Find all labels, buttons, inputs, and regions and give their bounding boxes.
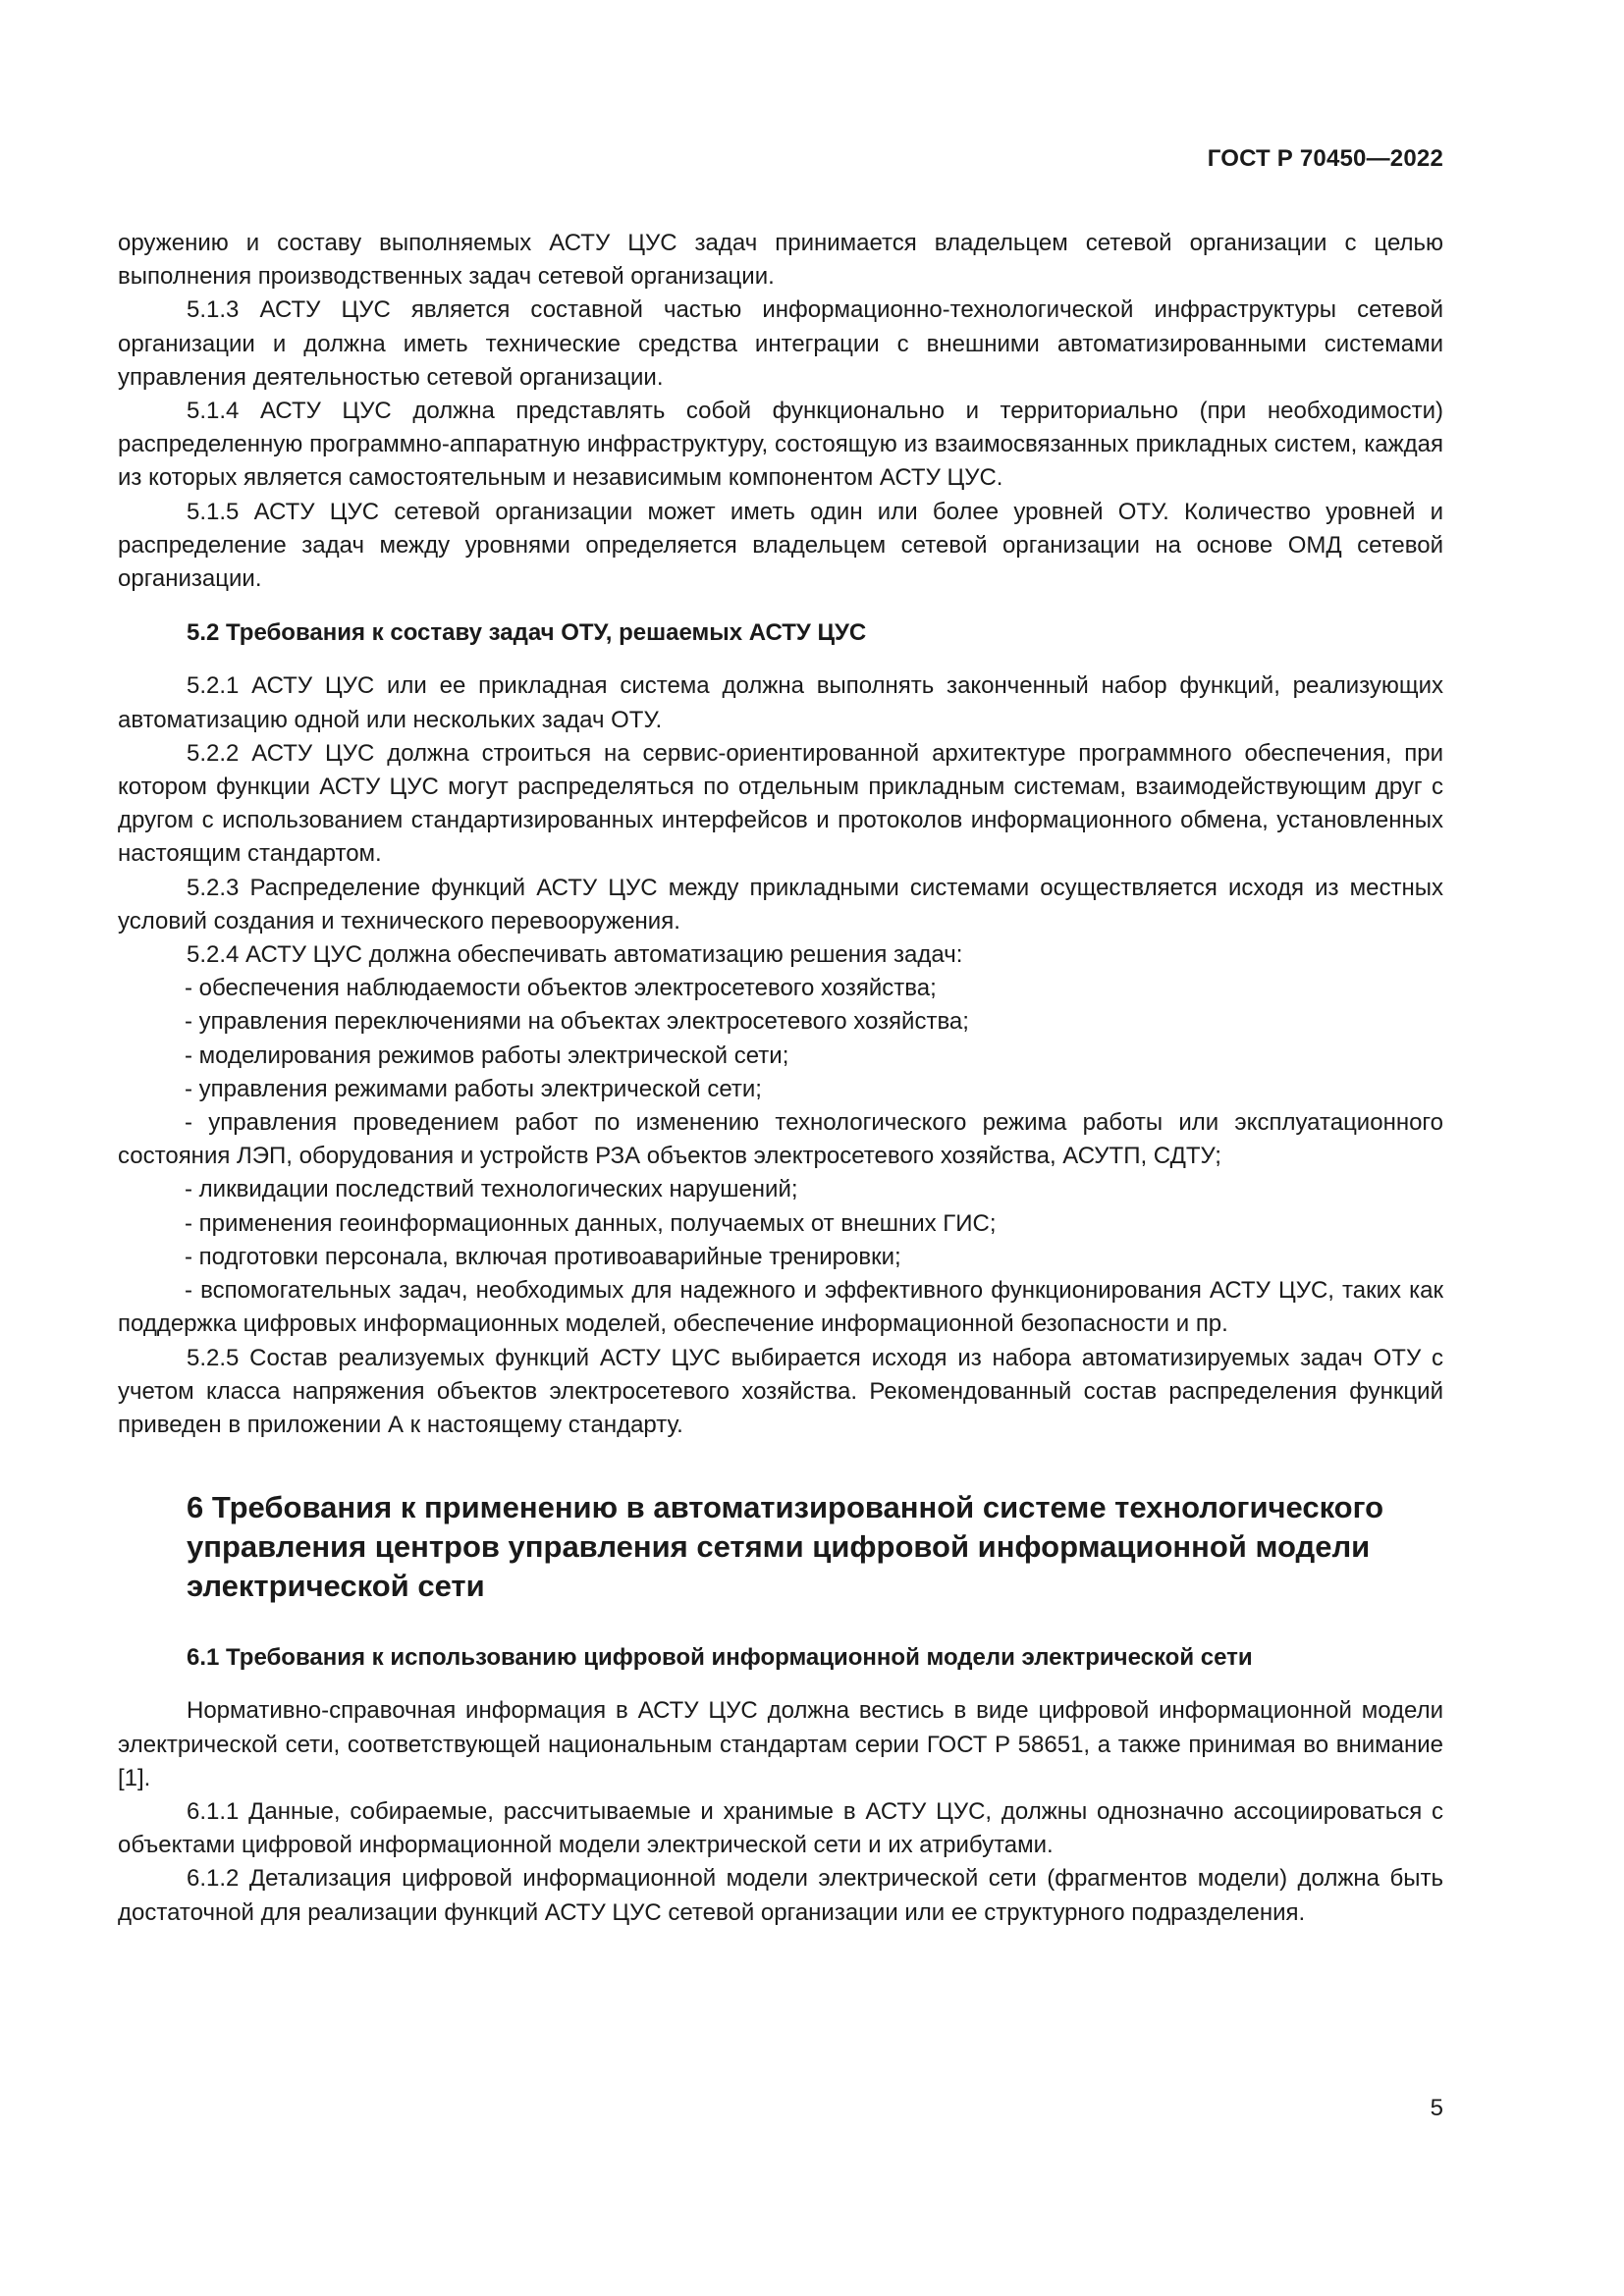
- paragraph-6-1-1: 6.1.1 Данные, собираемые, рассчитываемые и хранимые в АСТУ ЦУС, должны однозначно ассоциироваться с объектами цифровой информационной модели электрической сети и их атрибутами.: [118, 1797, 1443, 1859]
- paragraph-5-2-2: 5.2.2 АСТУ ЦУС должна строиться на сервис-ориентированной архитектуре программного обеспечения, при котором функции АСТУ ЦУС могут распределяться по отдельным прикладным системам, взаимодействующим друг с другом с использованием стандартизированных интерфейсов и протоколов информационного обмена, установленных настоящим стандартом.: [118, 739, 1443, 868]
- list-item: - обеспечения наблюдаемости объектов электросетевого хозяйства;: [185, 975, 937, 1002]
- list-item: - применения геоинформационных данных, получаемых от внешних ГИС;: [185, 1209, 997, 1237]
- page-number: 5: [1430, 2095, 1443, 2121]
- paragraph-6-1-intro: Нормативно-справочная информация в АСТУ ЦУС должна вестись в виде цифровой информационной модели электрической сети, соответствующей национальным стандартам серии ГОСТ Р 58651, а также принимая во внимание [1].: [118, 1697, 1443, 1791]
- list-item: - вспомогательных задач, необходимых для надежного и эффективного функционирования АСТУ ЦУС, таких как поддержка цифровых информационных моделей, обеспечение информационной безопасности и пр.: [118, 1277, 1443, 1338]
- document-body: [118, 227, 1443, 1930]
- list-item: - подготовки персонала, включая противоаварийные тренировки;: [185, 1243, 901, 1270]
- list-item: - ликвидации последствий технологических нарушений;: [185, 1176, 798, 1203]
- list-item: - моделирования режимов работы электрической сети;: [185, 1041, 789, 1069]
- paragraph-5-2-1: 5.2.1 АСТУ ЦУС или ее прикладная система должна выполнять законченный набор функций, реализующих автоматизацию одной или нескольких задач ОТУ.: [118, 672, 1443, 733]
- paragraph-5-2-5: 5.2.5 Состав реализуемых функций АСТУ ЦУС выбирается исходя из набора автоматизируемых задач ОТУ с учетом класса напряжения объектов электросетевого хозяйства. Рекомендованный состав распределения функций приведен в приложении А к настоящему стандарту.: [118, 1344, 1443, 1438]
- paragraph-5-1-4: 5.1.4 АСТУ ЦУС должна представлять собой функционально и территориально (при необходимости) распределенную программно-аппаратную инфраструктуру, состоящую из взаимосвязанных прикладных систем, каждая из которых является самостоятельным и независимым компонентом АСТУ ЦУС.: [118, 398, 1443, 492]
- list-item: - управления переключениями на объектах электросетевого хозяйства;: [185, 1008, 969, 1036]
- section-heading-6-1: 6.1 Требования к использованию цифровой информационной модели электрической сети: [187, 1644, 1253, 1672]
- document-code-header: ГОСТ Р 70450—2022: [1207, 145, 1443, 172]
- paragraph-6-1-2: 6.1.2 Детализация цифровой информационной модели электрической сети (фрагментов модели) должна быть достаточной для реализации функций АСТУ ЦУС сетевой организации или ее структурного подразделения.: [118, 1865, 1443, 1926]
- list-item: - управления режимами работы электрической сети;: [185, 1075, 762, 1102]
- list-item: - управления проведением работ по изменению технологического режима работы или эксплуатационного состояния ЛЭП, оборудования и устройств РЗА объектов электросетевого хозяйства, АСУТП, СДТУ;: [118, 1109, 1443, 1170]
- paragraph-continuation: оружению и составу выполняемых АСТУ ЦУС задач принимается владельцем сетевой организации с целью выполнения производственных задач сетевой организации.: [118, 230, 1443, 291]
- paragraph-5-1-3: 5.1.3 АСТУ ЦУС является составной частью информационно-технологической инфраструктуры сетевой организации и должна иметь технические средства интеграции с внешними автоматизированными системами управления деятельностью сетевой организации.: [118, 296, 1443, 391]
- paragraph-5-2-3: 5.2.3 Распределение функций АСТУ ЦУС между прикладными системами осуществляется исходя из местных условий создания и технического перевооружения.: [118, 874, 1443, 934]
- task-list: [118, 972, 1443, 1341]
- paragraph-5-2-4: 5.2.4 АСТУ ЦУС должна обеспечивать автоматизацию решения задач:: [187, 941, 963, 969]
- paragraph-5-1-5: 5.1.5 АСТУ ЦУС сетевой организации может иметь один или более уровней ОТУ. Количество уровней и распределение задач между уровнями определяется владельцем сетевой организации на основе ОМД сетевой организации.: [118, 498, 1443, 593]
- section-heading-5-2: 5.2 Требования к составу задач ОТУ, решаемых АСТУ ЦУС: [187, 619, 867, 647]
- section-heading-6: 6 Требования к применению в автоматизированной системе технологического управления центров управления сетями цифровой информационной модели электрической сети: [187, 1490, 1384, 1604]
